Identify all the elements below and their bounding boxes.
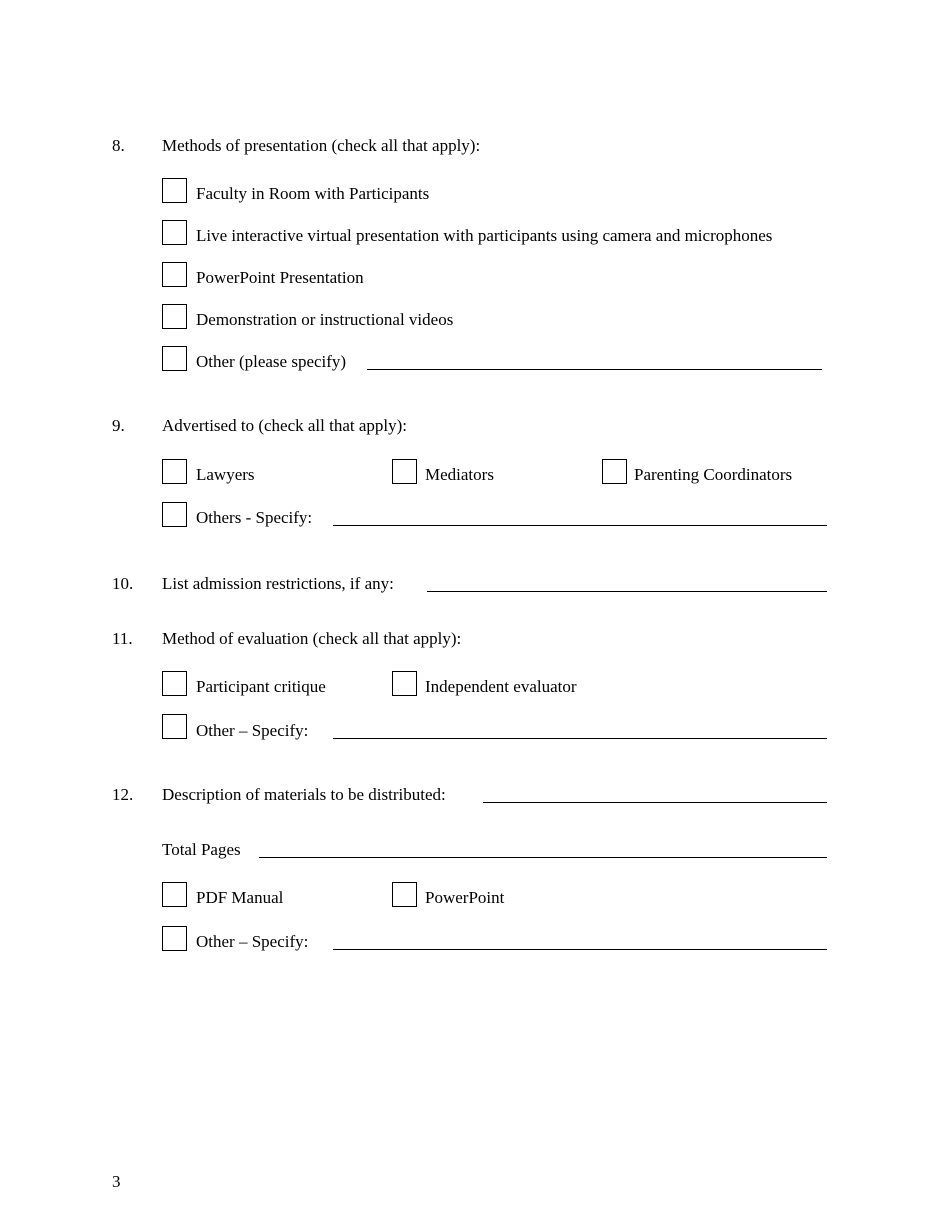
q10-input-line[interactable]	[427, 591, 827, 592]
q12-total-pages-label: Total Pages	[162, 840, 241, 859]
q9-option-parenting-coordinators: Parenting Coordinators	[634, 465, 793, 484]
q11-number: 11.	[112, 629, 133, 648]
q8-number: 8.	[112, 136, 125, 155]
q12-checkbox-pdf-manual[interactable]	[162, 882, 187, 907]
q8-checkbox-faculty[interactable]	[162, 178, 187, 203]
page-number: 3	[112, 1172, 121, 1191]
q9-checkbox-parenting-coordinators[interactable]	[602, 459, 627, 484]
q10-prompt: List admission restrictions, if any:	[162, 574, 394, 593]
q12-option-powerpoint: PowerPoint	[425, 888, 505, 907]
q12-description-input-line[interactable]	[483, 802, 827, 803]
q11-checkbox-other[interactable]	[162, 714, 187, 739]
q12-number: 12.	[112, 785, 134, 804]
q9-others-label: Others - Specify:	[196, 508, 313, 527]
q10-number: 10.	[112, 574, 134, 593]
q8-prompt: Methods of presentation (check all that apply):	[162, 136, 481, 155]
q9-checkbox-mediators[interactable]	[392, 459, 417, 484]
q8-option-videos: Demonstration or instructional videos	[196, 310, 454, 329]
q8-option-faculty: Faculty in Room with Participants	[196, 184, 430, 203]
q9-option-mediators: Mediators	[425, 465, 494, 484]
q8-other-input-line[interactable]	[367, 369, 822, 370]
q12-total-pages-input-line[interactable]	[259, 857, 827, 858]
q11-checkbox-participant-critique[interactable]	[162, 671, 187, 696]
q8-option-other: Other (please specify)	[196, 352, 347, 371]
q8-checkbox-videos[interactable]	[162, 304, 187, 329]
q11-prompt: Method of evaluation (check all that apply):	[162, 629, 462, 648]
q11-checkbox-independent-evaluator[interactable]	[392, 671, 417, 696]
q9-checkbox-lawyers[interactable]	[162, 459, 187, 484]
q9-others-input-line[interactable]	[333, 525, 827, 526]
q11-other-input-line[interactable]	[333, 738, 827, 739]
q12-other-input-line[interactable]	[333, 949, 827, 950]
q11-option-independent-evaluator: Independent evaluator	[425, 677, 577, 696]
q8-option-live-virtual: Live interactive virtual presentation with participants using camera and microphones	[196, 226, 773, 245]
q12-other-label: Other – Specify:	[196, 932, 309, 951]
q8-checkbox-other[interactable]	[162, 346, 187, 371]
q12-prompt: Description of materials to be distributed:	[162, 785, 446, 804]
q9-checkbox-others[interactable]	[162, 502, 187, 527]
q9-number: 9.	[112, 416, 125, 435]
q8-checkbox-powerpoint[interactable]	[162, 262, 187, 287]
q9-option-lawyers: Lawyers	[196, 465, 255, 484]
q12-option-pdf-manual: PDF Manual	[196, 888, 284, 907]
q12-checkbox-other[interactable]	[162, 926, 187, 951]
q11-other-label: Other – Specify:	[196, 721, 309, 740]
q12-checkbox-powerpoint[interactable]	[392, 882, 417, 907]
q8-option-powerpoint: PowerPoint Presentation	[196, 268, 364, 287]
q9-prompt: Advertised to (check all that apply):	[162, 416, 407, 435]
q8-checkbox-live-virtual[interactable]	[162, 220, 187, 245]
q11-option-participant-critique: Participant critique	[196, 677, 326, 696]
